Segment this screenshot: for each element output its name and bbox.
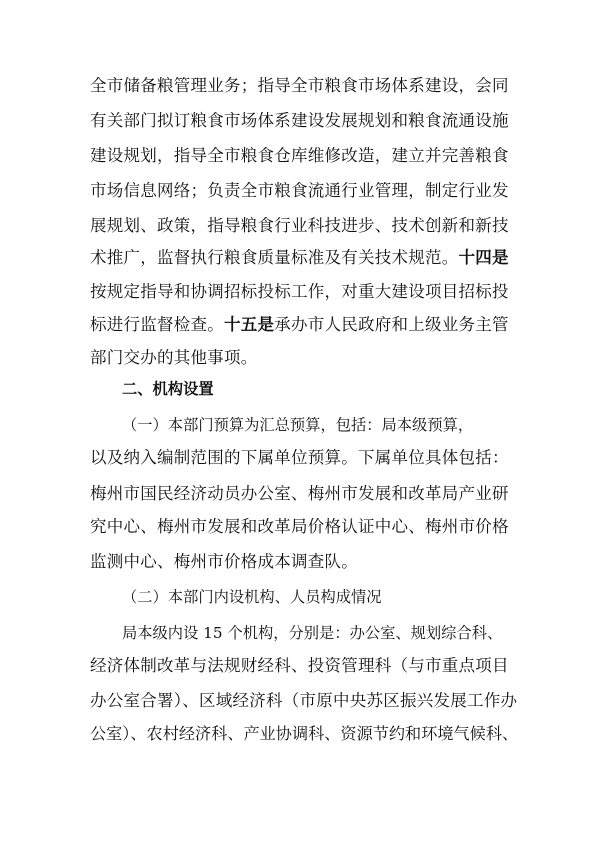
body-line: [90, 243, 518, 273]
line-text: 以及纳入编制范围的下属单位预算。下属单位具体包括：: [90, 448, 509, 467]
body-line: [90, 512, 518, 542]
line-text: 究中心、梅州市发展和改革局价格认证中心、梅州市价格: [90, 517, 509, 536]
line-text: 按规定指导和协调招标投标工作，对重大建设项目招标投: [90, 282, 509, 301]
line-text: （一）本部门预算为汇总预算，包括：局本级预算，: [122, 416, 474, 434]
body-line: [122, 618, 550, 648]
line-text: 建设规划，指导全市粮食仓库维修改造，建立并完善粮食: [90, 146, 509, 165]
heading-text: （二）本部门内设机构、人员构成情况: [122, 588, 382, 606]
line-text: 市场信息网络；负责全市粮食流通行业管理，制定行业发: [90, 181, 509, 200]
line-text: 监测中心、梅州市价格成本调查队。: [90, 552, 358, 571]
body-line: [90, 71, 518, 101]
line-text-rest: 承办市人民政府和上级业务主管: [274, 315, 509, 334]
line-text: 局本级内设 15 个机构，分别是：办公室、规划综合科、: [122, 624, 503, 642]
bold-keyword: 十五是: [224, 315, 275, 334]
line-text: 公室）、农村经济科、产业协调科、资源节约和环境气候科、: [90, 724, 519, 743]
body-line: [90, 479, 518, 509]
line-text: 展规划、政策，指导粮食行业科技进步、技术创新和新技: [90, 216, 509, 235]
body-line: [90, 211, 518, 241]
line-text: 全市储备粮管理业务；指导全市粮食市场体系建设，会同: [90, 76, 509, 95]
body-line: [90, 176, 518, 206]
line-text: 部门交办的其他事项。: [90, 348, 258, 367]
heading-text: 二、机构设置: [122, 380, 214, 398]
line-text: 有关部门拟订粮食市场体系建设发展规划和粮食流通设施: [90, 111, 509, 130]
body-line: [90, 343, 518, 373]
body-line: [90, 443, 518, 473]
body-line: [90, 651, 518, 681]
body-line: [90, 547, 518, 577]
section-heading: [122, 374, 550, 404]
line-text: 经济体制改革与法规财经科、投资管理科（与市重点项目: [90, 656, 509, 675]
sub-heading: [122, 582, 550, 612]
line-text: 梅州市国民经济动员办公室、梅州市发展和改革局产业研: [90, 484, 509, 503]
body-line: [90, 277, 518, 307]
body-line: [122, 410, 550, 440]
body-line: [90, 106, 518, 136]
line-text: 术推广，监督执行粮食质量标准及有关技术规范。: [90, 248, 459, 267]
body-line: [90, 719, 518, 749]
line-text: 办公室合署）、区域经济科（市原中央苏区振兴发展工作办: [90, 691, 518, 710]
line-text: 标进行监督检查。: [90, 315, 224, 334]
body-line: [90, 310, 518, 340]
body-line: [90, 141, 518, 171]
bold-keyword: 十四是: [458, 248, 509, 267]
body-line: [90, 686, 518, 716]
